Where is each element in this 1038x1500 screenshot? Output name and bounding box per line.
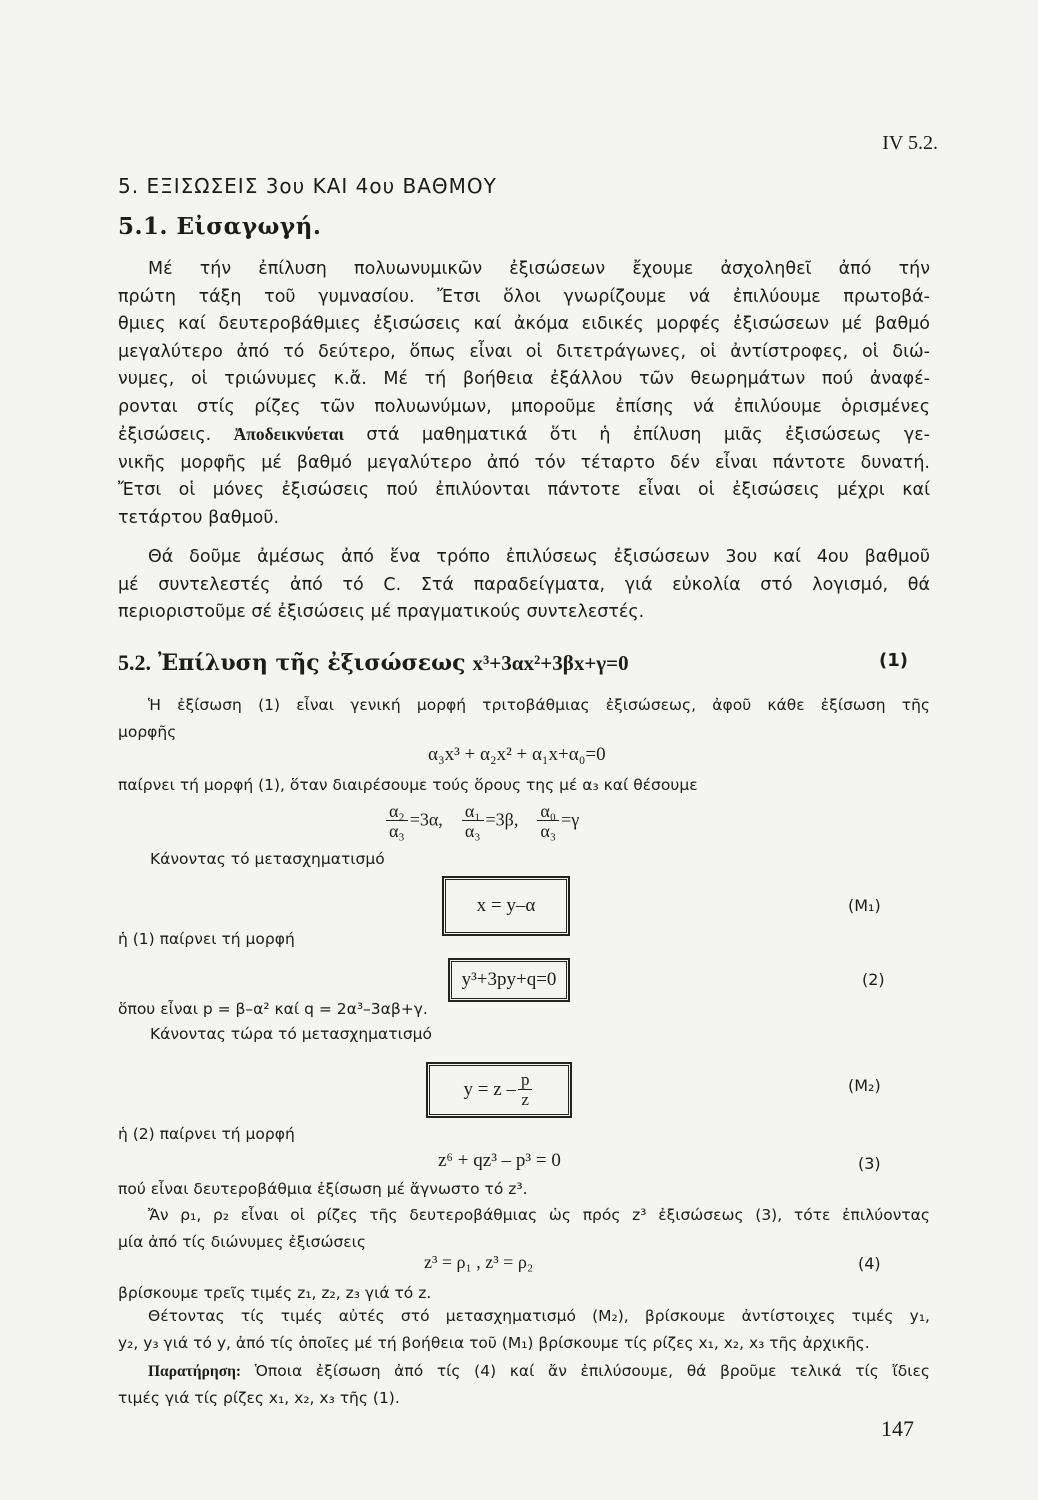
roots-paragraph [118, 1202, 930, 1256]
text-line-mixed [118, 421, 930, 450]
denominator: α₃ [389, 821, 405, 841]
boxed-equation-left: y = z – [463, 1079, 516, 1100]
numerator: α₁ [462, 802, 484, 821]
denominator: z [521, 1089, 529, 1109]
page-number: 147 [881, 1416, 914, 1441]
takes-form-text-2: ἡ (2) παίρνει τή μορφή [118, 1125, 295, 1143]
fraction [537, 802, 559, 841]
text-line: μία ἀπό τίς διώνυμες ἐξισώσεις [118, 1233, 367, 1251]
text-line: θμιες καί δευτεροβάθμιες ἐξισώσεις καί ἀκόμα ειδικές μορφές ἐξισώσεων μέ βαθμό [118, 314, 930, 334]
transform-now-text: Κάνοντας τώρα τό μετασχηματισμό [150, 1025, 433, 1043]
second-paragraph [118, 544, 930, 627]
substitution-fractions [384, 802, 579, 841]
text-fragment: στά μαθηματικά ὅτι ἡ ἐπίλυση μιᾶς ἐξισώσεως [343, 425, 904, 445]
label-m2: (M₂) [848, 1076, 881, 1095]
text-line: πρώτη τάξη τοῦ γυμνασίου. Ἔτσι ὅλοι γνωρίζουμε νά ἐπιλύουμε πρωτοβά- [118, 286, 930, 307]
section-5-2-title-text: Ἐπίλυση τῆς ἐξισώσεως [158, 650, 466, 676]
text-line: Ἔτσι οἱ μόνες ἐξισώσεις πού ἐπιλύονται πάντοτε εἶναι οἱ ἐξισώσεις μέχρι καί [118, 480, 930, 500]
denominator: α₃ [464, 821, 481, 841]
remark-paragraph [118, 1358, 930, 1412]
relation: =3β, [485, 809, 519, 830]
text-line: μεγαλύτερο ἀπό τό δεύτερο, ὅπως εἶναι οἱ διτετράγωνες, οἱ ἀντίστροφες, οἱ διώ- [118, 341, 930, 362]
text-line: περιοριστοῦμε σέ ἐξισώσεις μέ πραγματικούς συντελεστές. [118, 602, 645, 622]
takes-form-text-1: ἡ (1) παίρνει τή μορφή [118, 930, 295, 948]
denominator: α₃ [540, 821, 557, 841]
text-line: τετάρτου βαθμοῦ. [118, 507, 280, 528]
text-line: ρονται στίς ρίζες τῶν πολυωνύμων, μποροῦμε ἐπίσης νά ἐπιλύουμε ὁρισμένες [118, 396, 930, 417]
quadratic-text: πού εἶναι δευτεροβάθμια ἐξίσωση μέ ἄγνωστο τό z³. [118, 1180, 528, 1198]
text-fragment: Ὁποια ἐξίσωση ἀπό τίς (4) καί ἄν ἐπιλύσουμε, θά βροῦμε τελικά τίς ἴδιες [241, 1362, 930, 1380]
text-line: Ἄν ρ₁, ρ₂ εἶναι οἱ ρίζες τῆς δευτεροβάθμιας ὡς πρός z³ ἐξισώσεως (3), τότε ἐπιλύοντας [148, 1206, 930, 1224]
text-line: y₂, y₃ γιά τό y, ἀπό τίς ὁποῖες μέ τή βοήθεια τοῦ (M₁) βρίσκουμε τίς ρίζες x₁, x₂, x₃ τῆς ἀρχικῆς. [118, 1334, 870, 1352]
text-line: Θά δοῦμε ἀμέσως ἀπό ἕνα τρόπο ἐπιλύσεως ἐξισώσεων 3ου καί 4ου βαθμοῦ [148, 547, 930, 567]
text-line: νικῆς μορφῆς μέ βαθμό μεγαλύτερο ἀπό τόν τέταρτο δέν εἶναι πάντοτε δυνατή. [118, 452, 930, 473]
intro-paragraph [118, 256, 930, 532]
chapter-title: 5. ΕΞΙΣΩΣΕΙΣ 3ου ΚΑΙ 4ου ΒΑΘΜΟΥ [118, 174, 497, 198]
general-cubic-equation: α₃x³ + α₂x² + α₁x+α₀=0 [428, 744, 606, 765]
equation-4: z³ = ρ₁ , z³ = ρ₂ [424, 1252, 534, 1272]
transform-text: Κάνοντας τό μετασχηματισμό [150, 850, 385, 868]
bold-term: Ἀποδεικνύεται [233, 424, 344, 444]
numerator: α₂ [386, 802, 408, 821]
text-line: τιμές γιά τίς ρίζες x₁, x₂, x₃ τῆς (1). [118, 1389, 400, 1407]
relation: =γ [561, 809, 580, 830]
text-line: νυμες, οἱ τριώνυμες κ.ἄ. Μέ τή βοήθεια ἐξάλλου τῶν θεωρημάτων πού ἀναφέ- [118, 369, 930, 389]
equation-3: z⁶ + qz³ – p³ = 0 [438, 1150, 561, 1171]
section-5-2-number: 5.2. [118, 650, 151, 675]
numerator: α₀ [537, 802, 559, 821]
setting-paragraph [118, 1303, 930, 1357]
boxed-transform-m1 [442, 876, 570, 936]
relation: =3α, [409, 809, 443, 830]
divide-text: παίρνει τή μορφή (1), ὅταν διαιρέσουμε τούς ὅρους της μέ α₃ καί θέσουμε [118, 776, 698, 794]
label-eq2: (2) [862, 970, 885, 989]
text-line-mixed [118, 1358, 930, 1385]
fraction [462, 802, 484, 841]
boxed-transform-m2 [426, 1062, 572, 1118]
section-5-2-intro [118, 692, 930, 746]
text-line: Θέτοντας τίς τιμές αὐτές στό μετασχηματισμό (M₂), βρίσκουμε ἀντίστοιχες τιμές y₁, [148, 1307, 930, 1325]
where-text: ὅπου εἶναι p = β–α² καί q = 2α³–3αβ+γ. [118, 1000, 428, 1018]
text-fragment: γε- [903, 425, 930, 445]
section-5-2-title [118, 650, 908, 676]
section-5-1-title [118, 213, 321, 240]
section-5-2-equation: x³+3αx²+3βx+γ=0 [472, 651, 629, 675]
boxed-equation: x = y–α [476, 895, 536, 916]
boxed-equation: y³+3py+q=0 [461, 969, 557, 990]
remark-label: Παρατήρηση: [148, 1363, 242, 1380]
fraction [518, 1071, 533, 1110]
find-text: βρίσκουμε τρεῖς τιμές z₁, z₂, z₃ γιά τό z. [118, 1284, 432, 1302]
text-line: μορφῆς [118, 723, 177, 741]
text-fragment: ἐξισώσεις. [118, 425, 234, 445]
text-line: Μέ τήν ἐπίλυση πολυωνυμικῶν ἐξισώσεων ἔχουμε ἀσχοληθεῖ ἀπό τήν [148, 259, 930, 279]
section-5-1-title-text: 5.1. Εἰσαγωγή. [118, 213, 322, 240]
text-line: Ἡ ἐξίσωση (1) εἶναι γενική μορφή τριτοβάθμιας ἐξισώσεως, ἀφοῦ κάθε ἐξίσωση τῆς [148, 696, 930, 714]
label-eq4: (4) [858, 1254, 881, 1273]
boxed-equation-2 [448, 958, 570, 1002]
equation-number-1: (1) [879, 650, 908, 671]
text-line: μέ συντελεστές ἀπό τό C. Στά παραδείγματα, γιά εὐκολία στό λογισμό, θά [118, 574, 930, 595]
fraction [386, 802, 408, 841]
numerator: p [518, 1071, 533, 1090]
label-eq3: (3) [858, 1154, 881, 1173]
running-header: IV 5.2. [882, 132, 938, 154]
label-m1: (M₁) [848, 896, 881, 915]
